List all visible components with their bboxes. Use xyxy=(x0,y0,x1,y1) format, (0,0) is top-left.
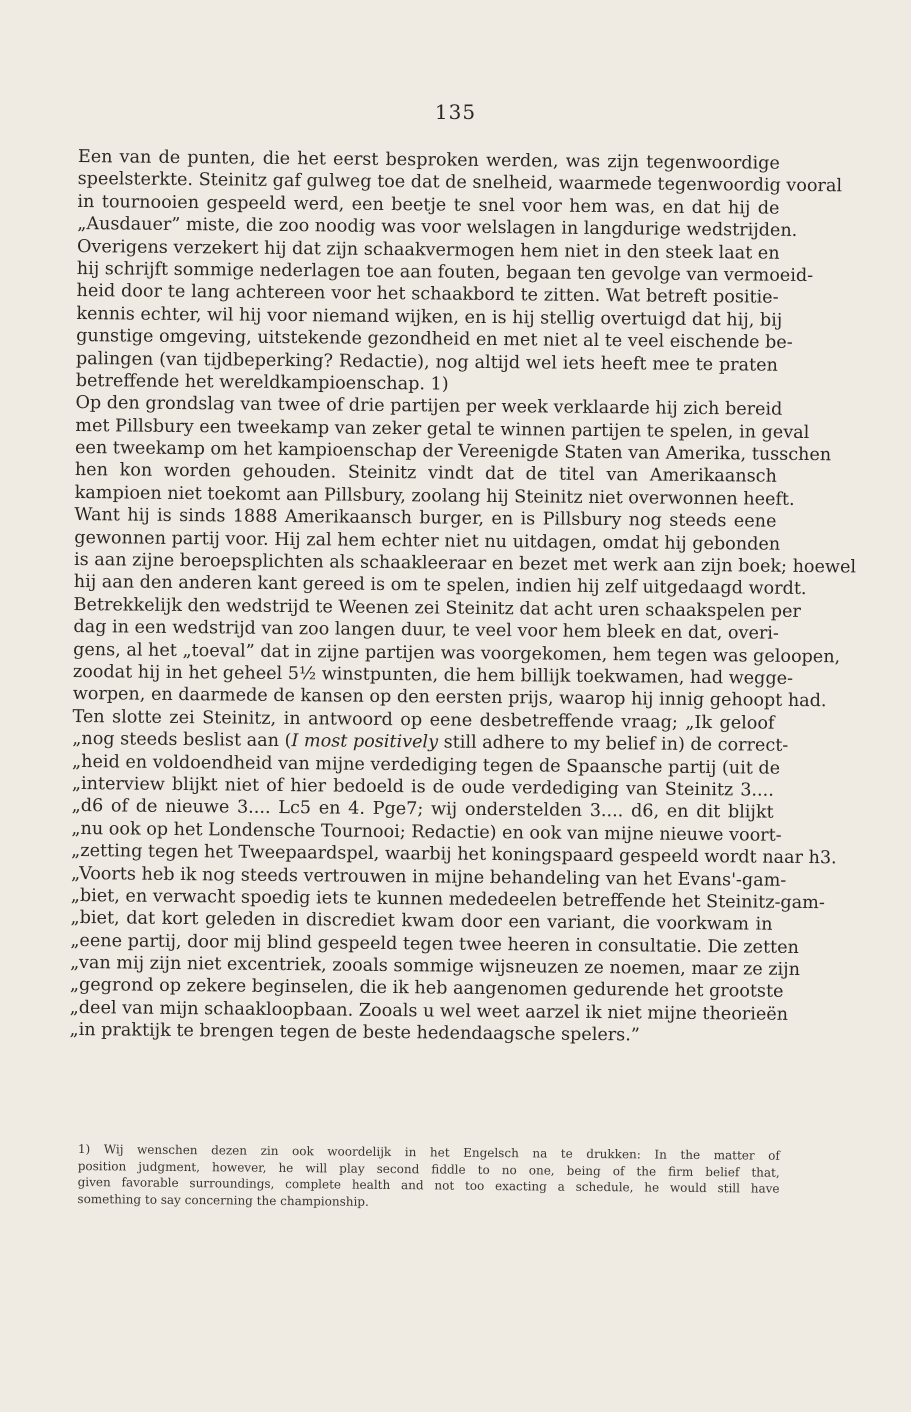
text-line: Betrekkelijk den wedstrijd te Weenen zei Steinitz dat acht uren schaakspelen per xyxy=(73,594,801,622)
text-line: kennis echter, wil hij voor niemand wijken, en is hij stellig overtuigd dat hij, bij xyxy=(76,303,783,331)
text-line: speelsterkte. Steinitz gaf gulweg toe dat de snelheid, waarmede tegenwoordig vooral xyxy=(77,169,843,197)
text-line: „nu ook op het Londensche Tournooi; Redactie) en ook van mijne nieuwe voort- xyxy=(71,818,782,846)
text-line: „gegrond op zekere beginselen, die ik heb aangenomen gedurende het grootste xyxy=(69,975,784,1003)
text-line: „Ausdauer” miste, die zoo noodig was voor welslagen in langdurige wedstrijden. xyxy=(77,214,798,242)
text-line: „d6 of de nieuwe 3.... Lc5 en 4. Pge7; wij onderstelden 3.... d6, en dit blijkt xyxy=(71,796,774,824)
paragraph xyxy=(69,706,837,1049)
body-text xyxy=(69,146,857,1048)
text-line: is aan zijne beroepsplichten als schaakleeraar en bezet met werk aan zijn boek; hoewel xyxy=(73,550,857,578)
text-line: gunstige omgeving, uitstekende gezondheid en met niet al te veel eischende be- xyxy=(76,326,793,353)
text-line: „interview blijkt niet of hier bedoeld is de oude verdediging van Steinitz 3.... xyxy=(71,773,774,801)
text-line: Overigens verzekert hij dat zijn schaakvermogen hem niet in den steek laat en xyxy=(76,236,780,264)
text-line: een tweekamp om het kampioenschap der Vereenigde Staten van Amerika, tusschen xyxy=(75,438,832,466)
text-line: betreffende het wereldkampioenschap. 1) xyxy=(75,370,449,395)
text-line: Want hij is sinds 1888 Amerikaansch burger, en is Pillsbury nog steeds eene xyxy=(74,505,777,532)
text-line: gens, al het „toeval” dat in zijne partijen was voorgekomen, hem tegen was geloopen, xyxy=(73,639,841,667)
text-line: Een van de punten, die het eerst besproken werden, was zijn tegenwoordige xyxy=(77,146,780,174)
text-line: „nog steeds beslist aan (I most positively still adhere to my belief in) de correct- xyxy=(72,729,789,757)
paragraph xyxy=(72,594,841,713)
text-line: „heid en voldoendheid van mijne verdediging tegen de Spaansche partij (uit de xyxy=(71,751,781,779)
text-line: heid door te lang achtereen voor het schaakbord te zitten. Wat betreft positie- xyxy=(76,281,779,309)
footnote-line: something to say concerning the championship. xyxy=(77,1191,369,1209)
text-line: palingen (van tijdbeperking? Redactie), nog altijd wel iets heeft mee te praten xyxy=(75,348,779,376)
text-line: Op den grondslag van twee of drie partijen per week verklaarde hij zich bereid xyxy=(75,393,783,421)
paragraph xyxy=(75,146,843,399)
text-line: hij schrijft sommige nederlagen toe aan fouten, begaan ten gevolge van vermoeid- xyxy=(76,258,814,287)
text-line: worpen, en daarmede de kansen op den eersten prijs, waarop hij innig gehoopt had. xyxy=(72,684,827,712)
text-line: „biet, dat kort geleden in discrediet kwam door een variant, die voorkwam in xyxy=(70,908,773,935)
text-line: zoodat hij in het geheel 5½ winstpunten, die hem billijk toekwamen, had wegge- xyxy=(72,661,794,689)
text-line: met Pillsbury een tweekamp van zeker getal te winnen partijen te spelen, in geval xyxy=(75,415,810,443)
text-line: dag in een wedstrijd van zoo langen duur, te veel voor hem bleek en dat, overi- xyxy=(73,617,780,644)
text-line: Ten slotte zei Steinitz, in antwoord op eene desbetreffende vraag; „Ik geloof xyxy=(72,706,775,734)
text-line: „van mij zijn niet excentriek, zooals sommige wijsneuzen ze noemen, maar ze zijn xyxy=(70,953,801,981)
footnote xyxy=(77,1141,780,1214)
footnote-line: 1) Wij wenschen dezen zin ook woordelijk in het Engelsch na te drukken: In the matter of xyxy=(77,1142,780,1163)
text-line: „zetting tegen het Tweepaardspel, waarbij het koningspaard gespeeld wordt naar h3. xyxy=(71,841,837,869)
text-line: „eene partij, door mij blind gespeeld tegen twee heeren in consultatie. Die zetten xyxy=(70,930,799,958)
text-line: „Voorts heb ik nog steeds vertrouwen in mijne behandeling van het Evans'-gam- xyxy=(70,863,787,891)
text-line: „biet, en verwacht spoedig iets te kunnen mededeelen betreffende het Steinitz-gam- xyxy=(70,885,825,914)
text-line: gewonnen partij voor. Hij zal hem echter niet nu uitdagen, omdat hij gebonden xyxy=(74,527,781,555)
text-line: kampioen niet toekomt aan Pillsbury, zoolang hij Steinitz niet overwonnen heeft. xyxy=(74,482,795,510)
text-line: hen kon worden gehouden. Steinitz vindt dat de titel van Amerikaansch xyxy=(74,460,777,488)
footnote-line: position judgment, however, he will play second fiddle to no one, being of the firm belief that, xyxy=(77,1158,780,1180)
text-line: in tournooien gespeeld werd, een beetje te snel voor hem was, en dat hij de xyxy=(77,191,780,219)
text-line: hij aan den anderen kant gereed is om te spelen, indien hij zelf uitgedaagd wordt. xyxy=(73,572,807,600)
italic-phrase: I most positively xyxy=(291,731,439,753)
paragraph xyxy=(73,392,857,600)
text-line: „in praktijk te brengen tegen de beste hedendaagsche spelers.” xyxy=(69,1020,640,1046)
page-number: 135 xyxy=(434,100,477,124)
text-line: „deel van mijn schaakloopbaan. Zooals u wel weet aarzel ik niet mijne theorieën xyxy=(69,997,789,1025)
footnote-line: given favorable surroundings, complete health and not too exacting a schedule, he would still have xyxy=(77,1175,780,1196)
